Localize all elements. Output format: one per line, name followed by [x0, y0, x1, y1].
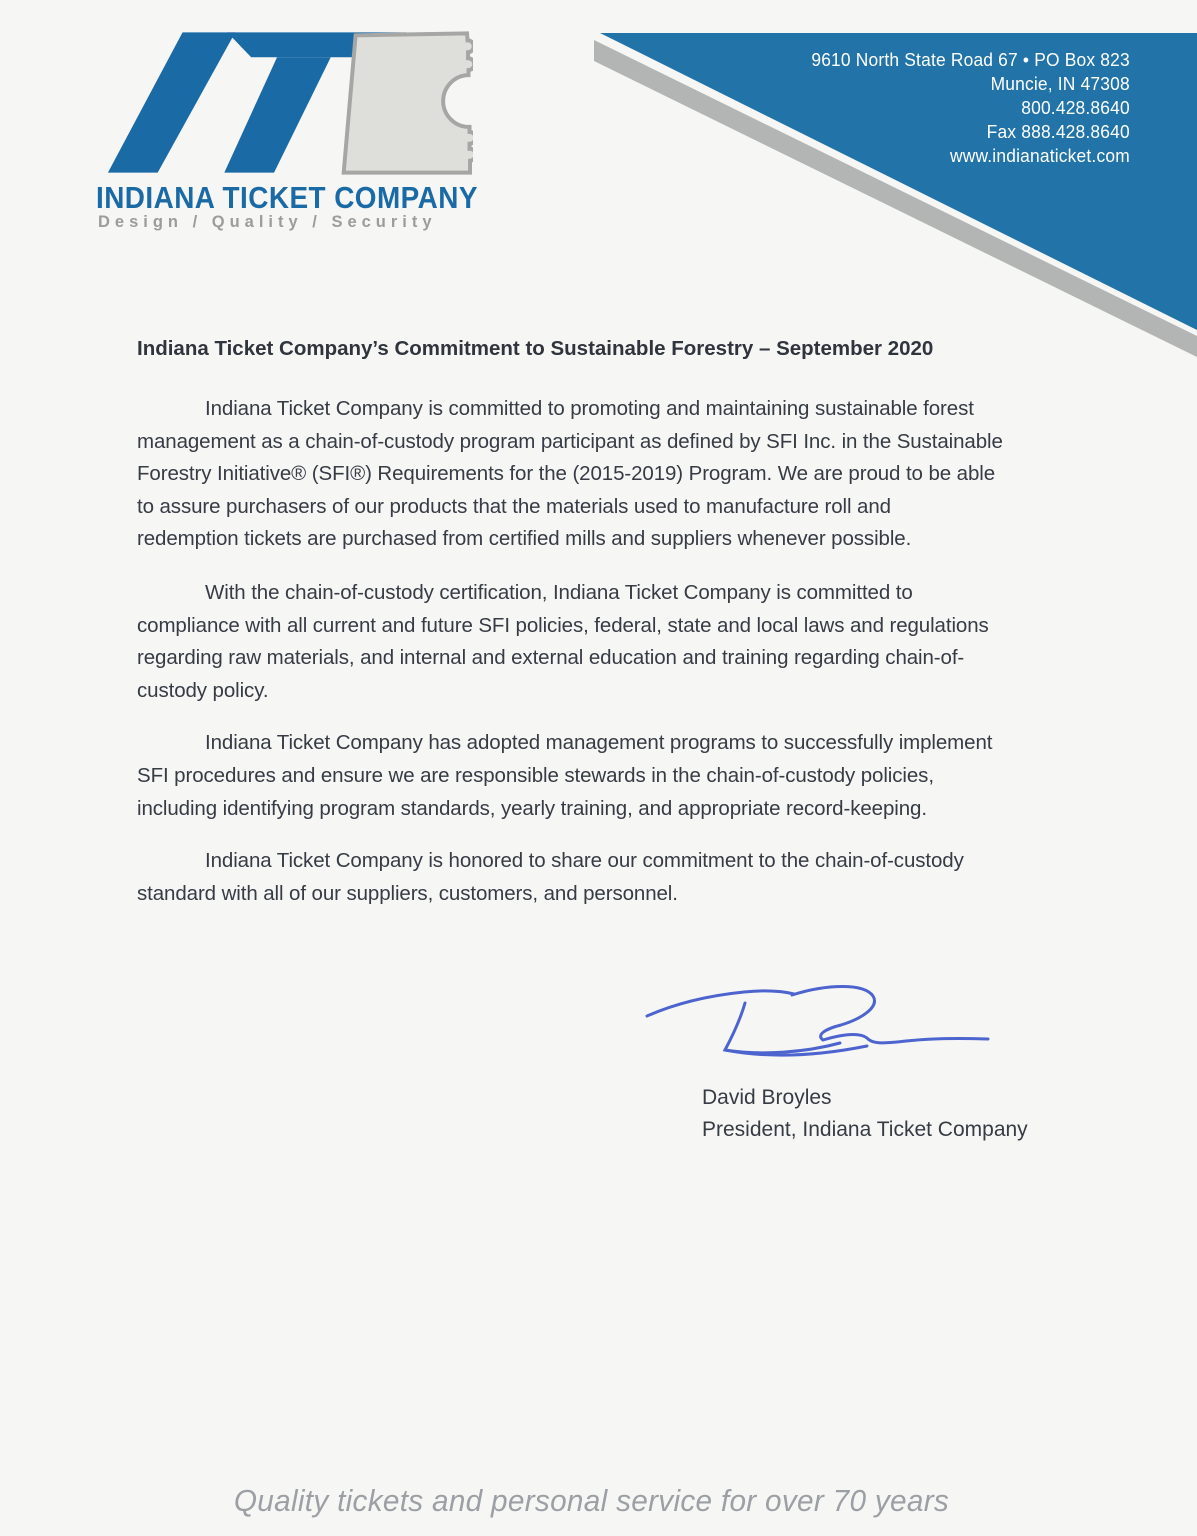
body-line: SFI procedures and ensure we are responsible stewards in the chain-of-custody policies, — [137, 763, 934, 787]
logo-letter-t-stem — [224, 57, 330, 172]
body-line: management as a chain-of-custody program participant as defined by SFI Inc. in the Sustainable — [137, 429, 1003, 453]
body-line: With the chain-of-custody certification, Indiana Ticket Company is committed to — [205, 580, 913, 604]
contact-fax: Fax 888.428.8640 — [986, 121, 1130, 142]
paragraph-4 — [137, 845, 1003, 910]
body-line: standard with all of our suppliers, customers, and personnel. — [137, 881, 678, 905]
body-line: Indiana Ticket Company is committed to promoting and maintaining sustainable forest — [205, 397, 974, 420]
signer-role: President, Indiana Ticket Company — [702, 1118, 1028, 1141]
body-line: Indiana Ticket Company has adopted management programs to successfully implement — [205, 731, 993, 755]
contact-website: www.indianaticket.com — [950, 145, 1130, 166]
contact-address-line: 9610 North State Road 67 • PO Box 823 — [811, 49, 1130, 70]
contact-phone: 800.428.8640 — [1021, 97, 1130, 118]
body-line: Indiana Ticket Company is honored to share our commitment to the chain-of-custody — [205, 849, 964, 873]
paragraph-2 — [137, 577, 1003, 707]
letter-body — [137, 393, 1003, 930]
body-line: custody policy. — [137, 678, 269, 702]
signature-stroke — [792, 987, 988, 1043]
logo-ticket-c — [344, 33, 473, 172]
company-tagline: Design / Quality / Security — [98, 213, 437, 231]
paragraph-3 — [137, 727, 1003, 825]
body-line: redemption tickets are purchased from certified mills and suppliers whenever possible. — [137, 527, 912, 551]
signer-name: David Broyles — [702, 1086, 832, 1109]
itc-logo-icon — [95, 28, 473, 178]
body-line: compliance with all current and future SFI policies, federal, state and local laws and regulations — [137, 613, 989, 637]
logo-letter-i — [108, 32, 235, 172]
body-line: Forestry Initiative® (SFI®) Requirements for the (2015-2019) Program. We are proud to be able — [137, 462, 995, 486]
contact-city-line: Muncie, IN 47308 — [990, 73, 1130, 94]
contact-info — [811, 48, 1130, 168]
footer-slogan: Quality tickets and personal service for over 70 years — [233, 1483, 950, 1518]
letter-title: Indiana Ticket Company’s Commitment to Sustainable Forestry – September 2020 — [137, 337, 934, 360]
signature-stroke — [725, 1003, 840, 1053]
paragraph-1 — [137, 393, 1003, 556]
body-line: regarding raw materials, and internal and external education and training regarding chain-of- — [137, 646, 965, 670]
body-line: including identifying program standards, yearly training, and appropriate record-keeping. — [137, 796, 927, 820]
company-name: INDIANA TICKET COMPANY — [96, 180, 478, 215]
body-line: to assure purchasers of our products that the materials used to manufacture roll and — [137, 494, 891, 518]
signature-ink — [642, 983, 992, 1068]
signature-stroke — [647, 991, 794, 1016]
